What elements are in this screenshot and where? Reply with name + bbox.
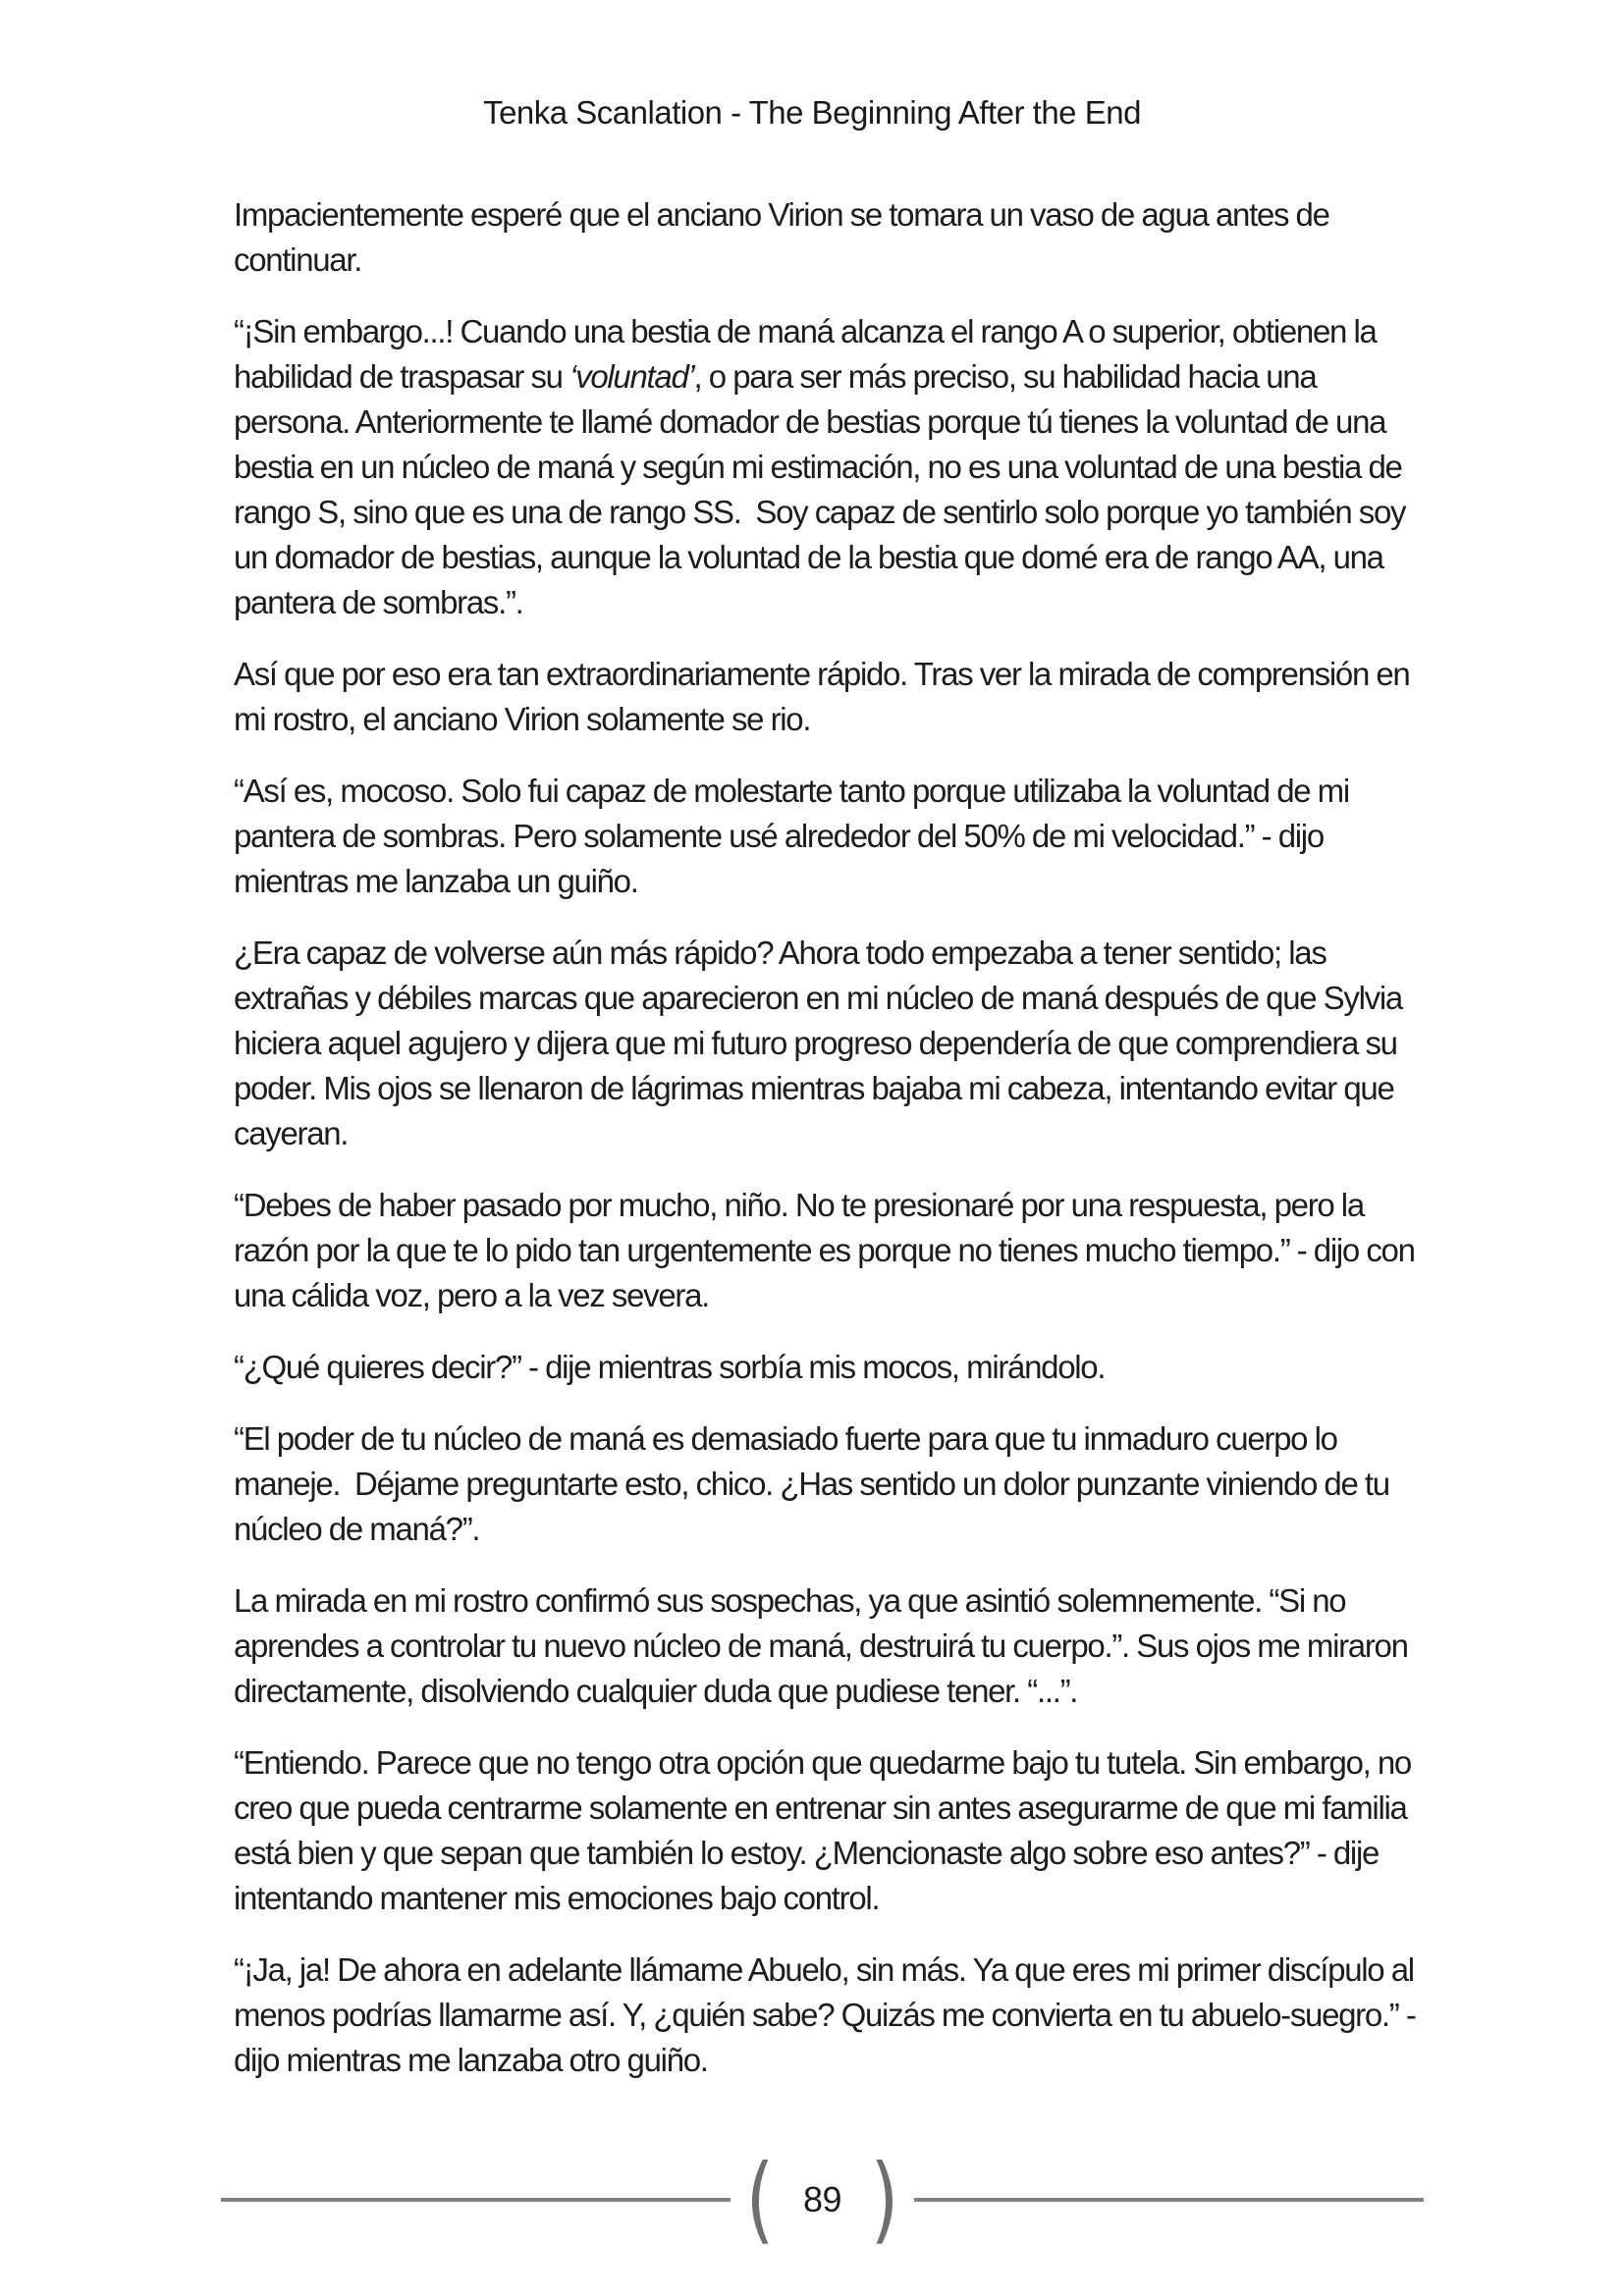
text-run: Así que por eso era tan extraordinariamente rápido. Tras ver la mirada de comprensión en mi rostro, el anciano Virion solamente se rio. — [234, 656, 1417, 737]
text-run: ¿Era capaz de volverse aún más rápido? Ahora todo empezaba a tener sentido; las extrañas y débiles marcas que aparecieron en mi núcleo de maná después de que Sylvia hiciera aquel agujero y dijera que mi futuro progreso dependería de que comprendiera su poder. Mis ojos se llenaron de lágrimas mientras bajaba mi cabeza, intentando evitar que cayeran. — [234, 934, 1410, 1151]
text-run: Impacientemente esperé que el anciano Virion se tomara un vaso de agua antes de continuar. — [234, 196, 1337, 278]
paragraph — [234, 309, 1417, 625]
footer-close-bracket: ) — [870, 2144, 899, 2255]
paragraph — [234, 1345, 1417, 1390]
paragraph — [234, 769, 1417, 904]
text-run: “Entiendo. Parece que no tengo otra opción que quedarme bajo tu tutela. Sin embargo, no creo que pueda centrarme solamente en entrenar sin antes asegurarme de que mi familia está bien y que sepan que también lo estoy. ¿Mencionaste algo sobre eso antes?” - dije intentando mantener mis emociones bajo control. — [234, 1744, 1419, 1916]
footer-open-bracket: ( — [745, 2144, 775, 2255]
text-run: “¡Ja, ja! De ahora en adelante llámame Abuelo, sin más. Ya que eres mi primer discípulo al menos podrías llamarme así. Y, ¿quién sabe? Quizás me convierta en tu abuelo-suegro.” - dijo mientras me lanzaba otro guiño. — [234, 1951, 1423, 2078]
footer-rule-left — [221, 2198, 731, 2202]
paragraph — [234, 1416, 1417, 1552]
footer-rule-right — [914, 2198, 1424, 2202]
page-footer — [221, 2146, 1424, 2254]
text-run: La mirada en mi rostro confirmó sus sospechas, ya que asintió solemnemente. “Si no aprendes a controlar tu nuevo núcleo de maná, destruirá tu cuerpo.”. Sus ojos me miraron directamente, disolviendo cualquier duda que pudiese tener. “...”. — [234, 1582, 1416, 1709]
page-number: 89 — [802, 2179, 842, 2219]
paragraph — [234, 1740, 1417, 1921]
paragraph — [234, 192, 1417, 283]
paragraph — [234, 1578, 1417, 1714]
paragraph — [234, 1183, 1423, 1318]
text-run: “¿Qué quieres decir?” - dije mientras sorbía mis mocos, mirándolo. — [234, 1349, 1106, 1385]
body-text — [234, 192, 1423, 2109]
text-run: “Así es, mocoso. Solo fui capaz de molestarte tanto porque utilizaba la voluntad de mi pantera de sombras. Pero solamente usé alrededor del 50% de mi velocidad.” - dijo mientras me lanzaba un guiño. — [234, 773, 1357, 899]
paragraph — [234, 652, 1417, 742]
text-run: “El poder de tu núcleo de maná es demasiado fuerte para que tu inmaduro cuerpo lo maneje. Déjame preguntarte esto, chico. ¿Has sentido un dolor punzante viniendo de tu núcleo de maná?”. — [234, 1420, 1397, 1547]
page-title: Tenka Scanlation - The Beginning After the End — [483, 94, 1141, 131]
paragraph — [234, 1948, 1423, 2083]
paragraph — [234, 931, 1417, 1156]
text-run: “¡Sin embargo...! Cuando una bestia de maná alcanza el rango A o superior, obtienen la habilidad de traspasar su — [234, 313, 1383, 395]
text-run: “Debes de haber pasado por mucho, niño. No te presionaré por una respuesta, pero la razón por la que te lo pido tan urgentemente es porque no tienes mucho tiempo.” - dijo con una cálida voz, pero a la vez severa. — [234, 1187, 1423, 1313]
text-run: , o para ser más preciso, su habilidad hacia una persona. Anteriormente te llamé domador de bestias porque tú tienes la voluntad de una bestia en un núcleo de maná y según mi estimación, no es una voluntad de una bestia de rango S, sino que es una de rango SS. Soy capaz de sentirlo solo porque yo también soy un domador de bestias, aunque la voluntad de la bestia que domé era de rango AA, una pantera de sombras.”. — [234, 358, 1413, 620]
italic-text-run: ‘voluntad’ — [569, 358, 694, 395]
